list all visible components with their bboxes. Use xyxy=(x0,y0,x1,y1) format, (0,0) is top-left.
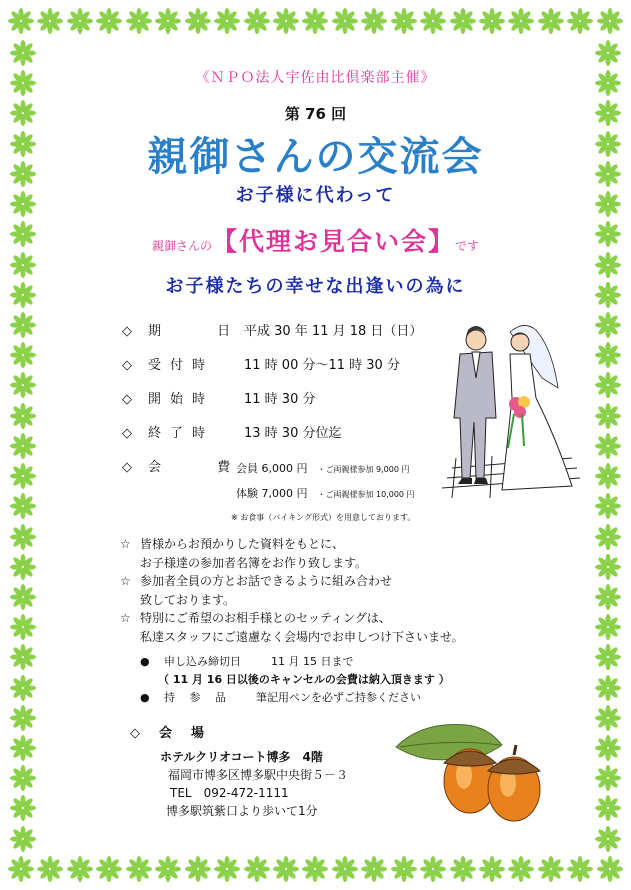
leaf-icon xyxy=(10,463,36,489)
detail-label: 開始時 xyxy=(148,392,215,407)
subtitle-prefix: 親御さんの xyxy=(151,239,212,253)
star-icon: ☆ xyxy=(120,537,131,551)
deadline-section xyxy=(140,653,450,707)
leaf-icon xyxy=(155,8,181,34)
star-icon xyxy=(120,554,140,573)
diamond-icon: ◇ xyxy=(122,460,132,475)
leaf-icon xyxy=(10,614,36,640)
leaf-icon xyxy=(185,856,211,882)
subtitle-main: 【代理お見合い会】 xyxy=(211,227,455,256)
bullet-icon: ● xyxy=(140,691,150,704)
leaf-icon xyxy=(273,8,299,34)
diamond-icon: ◇ xyxy=(122,426,132,441)
bullet-icon: ● xyxy=(140,655,150,668)
subtitle-suffix: です xyxy=(455,239,480,253)
leaf-icon xyxy=(10,312,36,338)
diamond-icon: ◇ xyxy=(122,392,132,407)
leaf-icon xyxy=(595,614,621,640)
detail-value: 13 時 30 分位迄 xyxy=(244,426,342,441)
leaf-icon xyxy=(595,372,621,398)
star-icon: ☆ xyxy=(120,574,131,588)
leaf-icon xyxy=(595,675,621,701)
list-item xyxy=(120,609,464,628)
leaf-icon xyxy=(420,856,446,882)
leaf-icon xyxy=(96,8,122,34)
leaf-icon xyxy=(126,8,152,34)
leaf-icon xyxy=(67,856,93,882)
leaf-icon xyxy=(450,856,476,882)
list-item xyxy=(120,628,464,647)
fee-note: ・ご両親様参加 9,000 円 xyxy=(317,465,410,474)
note-text: 致しております。 xyxy=(140,592,236,607)
leaf-icon xyxy=(391,8,417,34)
leaf-icon xyxy=(391,856,417,882)
leaf-icon xyxy=(595,433,621,459)
leaf-icon xyxy=(479,8,505,34)
detail-value: 平成 30 年 11 月 18 日（日） xyxy=(244,324,423,339)
venue-address: 福岡市博多区博多駅中央街５－３ xyxy=(168,768,349,782)
leaf-icon xyxy=(595,312,621,338)
list-item xyxy=(120,572,464,591)
leaf-icon xyxy=(244,8,270,34)
leaf-icon xyxy=(10,735,36,761)
subtitle-line-2 xyxy=(0,222,631,258)
note-text: 特別にご希望のお相手様とのセッティングは、 xyxy=(140,611,391,625)
star-icon xyxy=(120,591,140,610)
detail-value: 11 時 00 分～11 時 30 分 xyxy=(244,358,400,373)
leaf-icon xyxy=(10,40,36,66)
leaf-icon xyxy=(538,8,564,34)
venue-tel: TEL 092-472-1111 xyxy=(170,786,289,800)
detail-label: 終了時 xyxy=(148,426,215,441)
leaf-icon xyxy=(37,856,63,882)
diamond-icon: ◇ xyxy=(122,324,132,339)
leaf-icon xyxy=(450,8,476,34)
venue-name: ホテルクリオコート博多 4階 xyxy=(160,750,323,764)
meal-note: ※ お食事（バイキング形式）を用意しております。 xyxy=(231,513,416,522)
bring-value: 筆記用ペンを必ずご持参ください xyxy=(256,691,421,704)
detail-label: 会 費 xyxy=(148,460,257,475)
cancel-note: （ 11 月 16 日以後のキャンセルの会費は納入頂きます ） xyxy=(158,673,450,686)
leaf-icon xyxy=(10,524,36,550)
leaf-border-bottom xyxy=(8,852,623,886)
detail-reception xyxy=(122,354,400,373)
detail-value: 11 時 30 分 xyxy=(244,392,316,407)
leaf-icon xyxy=(595,795,621,821)
leaf-icon xyxy=(244,856,270,882)
leaf-icon xyxy=(420,8,446,34)
leaf-icon xyxy=(10,342,36,368)
leaf-icon xyxy=(37,8,63,34)
leaf-icon xyxy=(508,856,534,882)
leaf-icon xyxy=(155,856,181,882)
leaf-icon xyxy=(8,8,34,34)
subtitle-line-1: お子様に代わって xyxy=(235,185,396,206)
diamond-icon: ◇ xyxy=(122,358,132,373)
list-item xyxy=(120,591,464,610)
bring-label: 持 参 品 xyxy=(164,691,226,704)
leaf-icon xyxy=(273,856,299,882)
organizer-line: 《ＮＰＯ法人宇佐由比倶楽部主催》 xyxy=(195,70,436,86)
leaf-icon xyxy=(508,8,534,34)
detail-end xyxy=(122,422,341,441)
leaf-icon xyxy=(214,856,240,882)
fee-text: 体験 7,000 円 xyxy=(236,487,308,500)
page-title: 親御さんの交流会 xyxy=(147,133,484,180)
leaf-icon xyxy=(332,8,358,34)
leaf-icon xyxy=(185,8,211,34)
leaf-icon xyxy=(332,856,358,882)
leaf-icon xyxy=(597,8,623,34)
leaf-icon xyxy=(214,8,240,34)
venue-info xyxy=(160,748,348,820)
list-item xyxy=(120,535,464,554)
leaf-icon xyxy=(10,644,36,670)
edition-number: 第 76 回 xyxy=(284,105,347,123)
leaf-icon xyxy=(595,403,621,429)
leaf-icon xyxy=(595,463,621,489)
leaf-icon xyxy=(96,856,122,882)
leaf-icon xyxy=(361,8,387,34)
leaf-icon xyxy=(597,856,623,882)
leaf-icon xyxy=(10,372,36,398)
leaf-icon xyxy=(595,554,621,580)
leaf-icon xyxy=(10,765,36,791)
leaf-border-top xyxy=(8,4,623,38)
leaf-icon xyxy=(126,856,152,882)
leaf-icon xyxy=(10,584,36,610)
acorn-illustration xyxy=(392,717,562,825)
deadline-label: 申し込み締切日 xyxy=(164,655,241,668)
leaf-icon xyxy=(595,705,621,731)
leaf-icon xyxy=(10,795,36,821)
fee-member xyxy=(236,460,409,476)
leaf-icon xyxy=(10,493,36,519)
note-text: 私達スタッフにご遠慮なく会場内でお申しつけ下さいませ。 xyxy=(140,629,464,644)
leaf-icon xyxy=(10,433,36,459)
leaf-icon xyxy=(595,644,621,670)
leaf-icon xyxy=(595,765,621,791)
leaf-icon xyxy=(595,40,621,66)
detail-label: 期 日 xyxy=(148,324,257,339)
detail-start xyxy=(122,388,315,407)
leaf-icon xyxy=(595,826,621,852)
leaf-icon xyxy=(10,554,36,580)
leaf-icon xyxy=(567,8,593,34)
leaf-icon xyxy=(595,584,621,610)
list-item xyxy=(120,554,464,573)
leaf-icon xyxy=(595,493,621,519)
venue-heading: ◇ 会 場 xyxy=(130,726,207,741)
leaf-icon xyxy=(595,342,621,368)
leaf-icon xyxy=(567,856,593,882)
detail-label: 受付時 xyxy=(148,358,215,373)
detail-date xyxy=(122,320,422,339)
star-icon xyxy=(120,628,140,647)
star-icon: ☆ xyxy=(120,611,131,625)
leaf-icon xyxy=(361,856,387,882)
fee-text: 会員 6,000 円 xyxy=(236,462,308,475)
leaf-icon xyxy=(538,856,564,882)
note-text: 皆様からお預かりした資料をもとに、 xyxy=(140,537,345,551)
fee-note: ・ご両親様参加 10,000 円 xyxy=(317,490,415,499)
deadline-date: 11 月 15 日まで xyxy=(271,655,354,668)
leaf-icon xyxy=(8,856,34,882)
leaf-icon xyxy=(479,856,505,882)
fee-trial xyxy=(236,485,415,501)
wedding-couple-illustration xyxy=(432,318,580,500)
leaf-icon xyxy=(10,705,36,731)
leaf-icon xyxy=(67,8,93,34)
note-text: 参加者全員の方とお話できるように組み合わせ xyxy=(140,574,393,588)
subtitle-line-3: お子様たちの幸せな出逢いの為に xyxy=(165,276,466,297)
detail-fee xyxy=(122,456,257,475)
note-text: お子様達の参加者名簿をお作り致します。 xyxy=(140,555,368,570)
leaf-icon xyxy=(302,856,328,882)
leaf-icon xyxy=(10,826,36,852)
venue-access: 博多駅筑紫口より歩いて1分 xyxy=(166,804,318,818)
leaf-icon xyxy=(302,8,328,34)
notes-list xyxy=(120,535,464,646)
leaf-icon xyxy=(10,403,36,429)
leaf-icon xyxy=(10,675,36,701)
leaf-icon xyxy=(595,524,621,550)
leaf-icon xyxy=(595,735,621,761)
